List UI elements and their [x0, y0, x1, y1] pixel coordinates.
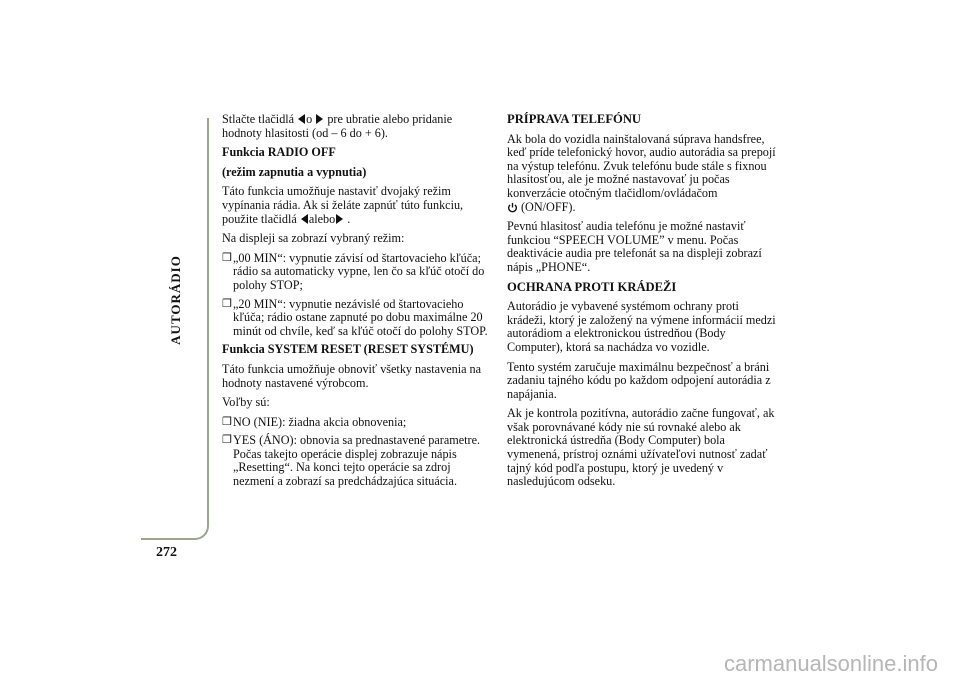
text: hodnoty hlasitosti (od – 6 do + 6). [222, 125, 388, 140]
theft-paragraph-3 [507, 407, 789, 489]
text: „20 MIN“: vypnutie nezávislé od štartovacieho [233, 296, 464, 311]
text: minút od chvíle, keď sa kľúč otočí do polohy STOP. [233, 323, 488, 338]
system-reset-heading: Funkcia SYSTEM RESET (RESET SYSTÉMU) [222, 342, 474, 357]
right-column [507, 113, 789, 495]
radio-off-heading: Funkcia RADIO OFF [222, 145, 336, 160]
watermark: carmanualsonline.info [723, 651, 938, 676]
left-arrow-icon [298, 114, 305, 124]
theft-paragraph-2 [507, 361, 789, 402]
page-number: 272 [156, 545, 177, 560]
right-arrow-icon [336, 214, 343, 224]
text: . [347, 211, 351, 226]
text: tajný kód podľa postupu, ktorý je uvedený v [507, 460, 724, 475]
text: Počas takejto operácie displej zobrazuje nápis [233, 446, 457, 461]
right-arrow-icon [316, 114, 323, 124]
list-item [222, 416, 500, 430]
text: konverzácie otočným tlačidlom/ovládačom [507, 185, 718, 200]
text: Autorádio je vybavené systémom ochrany proti [507, 299, 739, 314]
system-reset-paragraph [222, 363, 500, 390]
text: keď príde telefonický hovor, audio autorádia sa prepojí [507, 145, 776, 160]
text: Táto funkcia umožňuje obnoviť všetky nastavenia na [222, 361, 482, 376]
text: hlasitosťou, ale je možné nastavovať ju počas [507, 172, 730, 187]
volume-paragraph [222, 113, 500, 140]
theft-paragraph [507, 300, 789, 354]
text: však porovnávané kódy nie sú rovnaké alebo ak [507, 419, 741, 434]
text: deaktivácie audia pre telefonát sa na displeji zobrazí [507, 246, 762, 261]
text: polohy STOP; [233, 277, 303, 292]
text: napájania. [507, 386, 557, 401]
text: hodnoty nastavené výrobcom. [222, 375, 369, 390]
theft-heading: OCHRANA PROTI KRÁDEŽI [507, 279, 677, 294]
text: vypínania rádia. Ak si želáte zapnúť túto funkciu, [222, 197, 464, 212]
radio-off-subheading: (režim zapnutia a vypnutia) [222, 164, 367, 179]
text: Ak je kontrola pozitívna, autorádio začne fungovať, ak [507, 406, 775, 421]
text: o [306, 112, 313, 126]
text: Computer), ktorá sa nachádza vo vozidle. [507, 339, 710, 354]
text: Tento systém zaručuje maximálnu bezpečnosť a bráni [507, 359, 770, 374]
text: na výstup telefónu. Zvuk telefónu bude stále s fixnou [507, 158, 767, 173]
list-item [222, 298, 500, 339]
text: „00 MIN“: vypnutie závisí od štartovacieho kľúča; [233, 250, 481, 265]
left-arrow-icon [301, 214, 308, 224]
text: krádeži, ktorý je založený na výmene informácií medzi [507, 312, 776, 327]
text: nezmení a zobrazí sa predchádzajúca situácia. [233, 474, 457, 489]
radio-off-paragraph-2: Na displeji sa zobrazí vybraný režim: [222, 231, 405, 246]
checkbox-bullet-icon: ❒ [222, 251, 232, 264]
text: YES (ÁNO): obnovia sa prednastavené parametre. [233, 433, 481, 448]
system-reset-options-label: Voľby sú: [222, 395, 270, 410]
checkbox-bullet-icon: ❒ [222, 415, 232, 428]
text: funkciou “SPEECH VOLUME” v menu. Počas [507, 232, 739, 247]
checkbox-bullet-icon: ❒ [222, 297, 232, 310]
radio-off-paragraph [222, 185, 500, 226]
text: pre ubratie alebo pridanie [327, 112, 453, 126]
text: (ON/OFF). [521, 199, 576, 214]
text: Ak bola do vozidla nainštalovaná súprava handsfree, [507, 131, 765, 146]
phone-paragraph [507, 133, 789, 215]
text: kľúča; rádio ostane zapnuté po dobu maximálne 20 [233, 310, 483, 325]
list-item [222, 252, 500, 293]
text: NO (NIE): žiadna akcia obnovenia; [233, 414, 407, 429]
text: nasledujúcom odseku. [507, 474, 616, 489]
text: elektronická ústredňa (Body Computer) bola [507, 433, 725, 448]
section-label: AUTORÁDIO [168, 255, 183, 345]
text: nápis „PHONE“. [507, 259, 591, 274]
power-icon [507, 202, 518, 213]
text: rádio sa automaticky vypne, len čo sa kľúč otočí do [233, 264, 485, 279]
text: vymenená, prístroj oznámi užívateľovi nutnosť zadať [507, 447, 768, 462]
text: použite tlačidlá [222, 211, 297, 226]
phone-heading: PRÍPRAVA TELEFÓNU [507, 112, 642, 126]
text: zadaniu tajného kódu po každom odpojení autorádia z [507, 373, 771, 388]
text: autorádiom a elektronickou ústredňou (Body [507, 326, 726, 341]
text: alebo [308, 211, 336, 226]
text: Táto funkcia umožňuje nastaviť dvojaký režim [222, 184, 451, 199]
left-column [222, 113, 500, 494]
text: „Resetting“. Na konci tejto operácie sa zdroj [233, 460, 451, 475]
text: Stlačte tlačidlá [222, 112, 295, 126]
list-item [222, 434, 500, 488]
text: Pevnú hlasitosť audia telefónu je možné nastaviť [507, 219, 746, 234]
checkbox-bullet-icon: ❒ [222, 434, 232, 447]
phone-paragraph-2 [507, 220, 789, 274]
